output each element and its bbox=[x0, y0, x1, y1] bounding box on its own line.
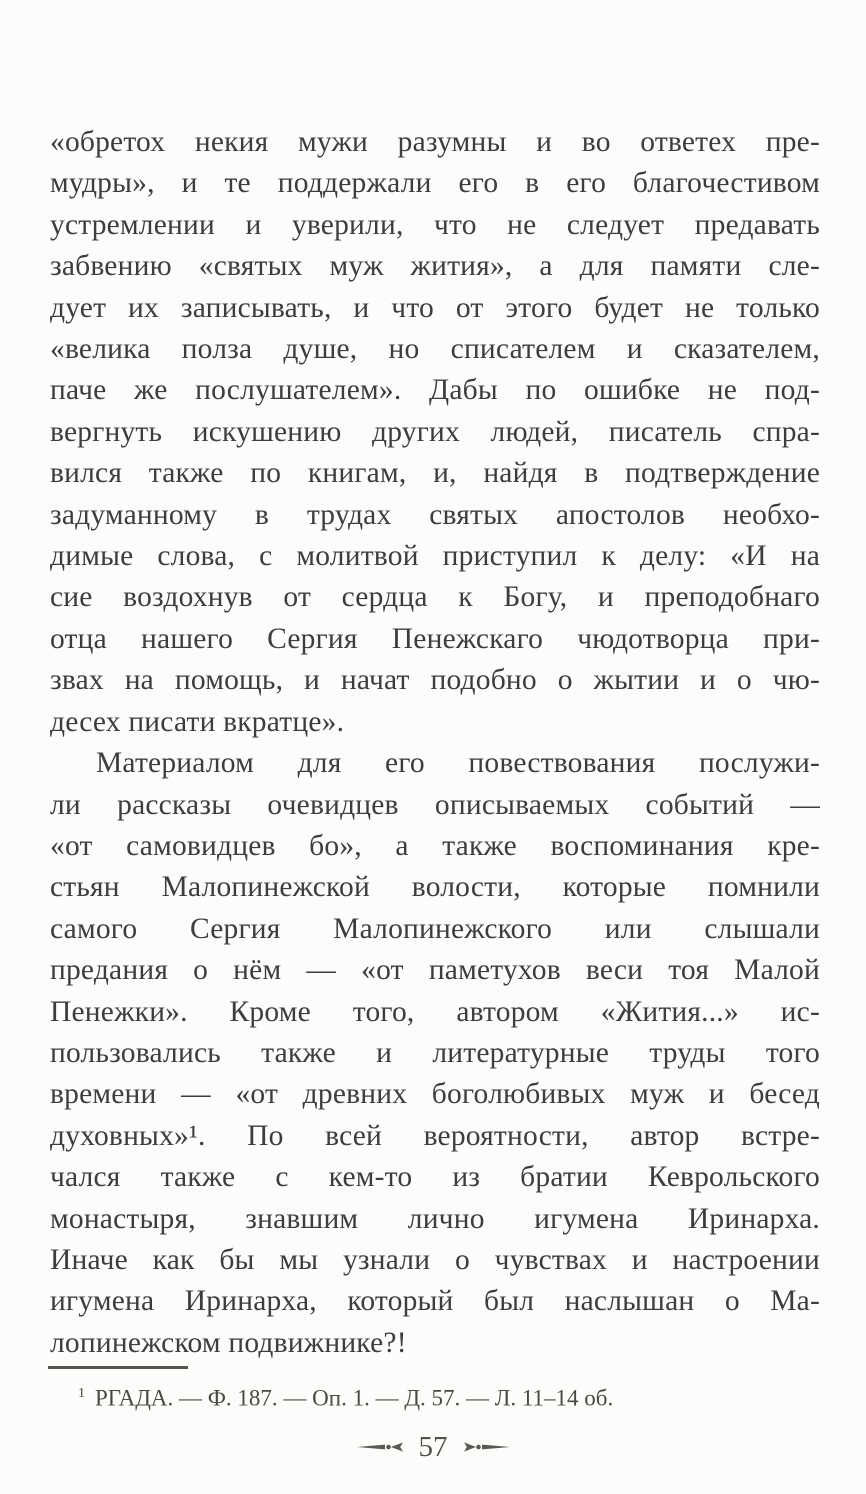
text-line: забвению «святых муж жития», а для памяти сле- bbox=[50, 250, 820, 283]
text-line: мудры», и те поддержали его в его благочестивом bbox=[50, 167, 820, 200]
text-line: игумена Иринарха, который был наслышан о Ма- bbox=[50, 1285, 820, 1318]
page-number: 57 bbox=[418, 1431, 448, 1463]
text-line: дует их записывать, и что от этого будет не только bbox=[50, 291, 820, 324]
text-line: димые слова, с молитвой приступил к делу: «И на bbox=[50, 540, 820, 573]
footnote bbox=[50, 1379, 820, 1414]
text-line: десех писати вкратце». bbox=[50, 705, 345, 738]
text-line: паче же послушателем». Дабы по ошибке не под- bbox=[50, 374, 820, 407]
text-line: звах на помощь, и начат подобно о жытии и о чю- bbox=[50, 664, 820, 697]
page-ornament-right-icon bbox=[462, 1440, 510, 1454]
text-line: самого Сергия Малопинежского или слышали bbox=[50, 912, 820, 945]
text-line: задуманному в трудах святых апостолов необхо- bbox=[50, 498, 820, 531]
text-line: предания о нём — «от паметухов веси тоя Малой bbox=[50, 954, 820, 987]
text-line: сие воздохнув от сердца к Богу, и преподобнаго bbox=[50, 581, 820, 614]
text-line: «велика полза душе, но списателем и сказателем, bbox=[50, 333, 820, 366]
footnote-divider bbox=[48, 1366, 188, 1369]
text-line: стьян Малопинежской волости, которые помнили bbox=[50, 871, 820, 904]
text-line: духовных»¹. По всей вероятности, автор встре- bbox=[50, 1119, 820, 1152]
text-line: Материалом для его повествования послужи- bbox=[96, 747, 820, 780]
text-line: отца нашего Сергия Пенежскаго чюдотворца при- bbox=[50, 622, 820, 655]
text-line: чался также с кем-то из братии Кеврольского bbox=[50, 1161, 820, 1194]
text-line: устремлении и уверили, что не следует предавать bbox=[50, 208, 820, 241]
text-line: Пенежки». Кроме того, автором «Жития...» ис- bbox=[50, 995, 820, 1028]
text-line: «от самовидцев бо», а также воспоминания кре- bbox=[50, 829, 820, 862]
text-line: Иначе как бы мы узнали о чувствах и настроении bbox=[50, 1243, 820, 1276]
text-line: лопинежском подвижнике?! bbox=[50, 1326, 407, 1359]
text-line: пользовались также и литературные труды того bbox=[50, 1036, 820, 1069]
text-line: ли рассказы очевидцев описываемых событий — bbox=[50, 788, 820, 821]
page-ornament-left-icon bbox=[357, 1440, 405, 1454]
footnote-text: РГАДА. — Ф. 187. — Оп. 1. — Д. 57. — Л. 11–14 об. bbox=[95, 1385, 614, 1411]
text-line: «обретох некия мужи разумны и во ответех пре- bbox=[50, 126, 820, 158]
page-number-row bbox=[0, 1429, 866, 1465]
body-text bbox=[50, 122, 820, 1364]
text-line: времени — «от древних боголюбивых муж и бесед bbox=[50, 1078, 820, 1111]
footnote-marker: 1 bbox=[78, 1386, 85, 1401]
text-line: вергнуть искушению других людей, писатель спра- bbox=[50, 415, 820, 448]
text-line: монастыря, знавшим лично игумена Иринарха. bbox=[50, 1202, 820, 1235]
text-line: вился также по книгам, и, найдя в подтверждение bbox=[50, 457, 820, 490]
